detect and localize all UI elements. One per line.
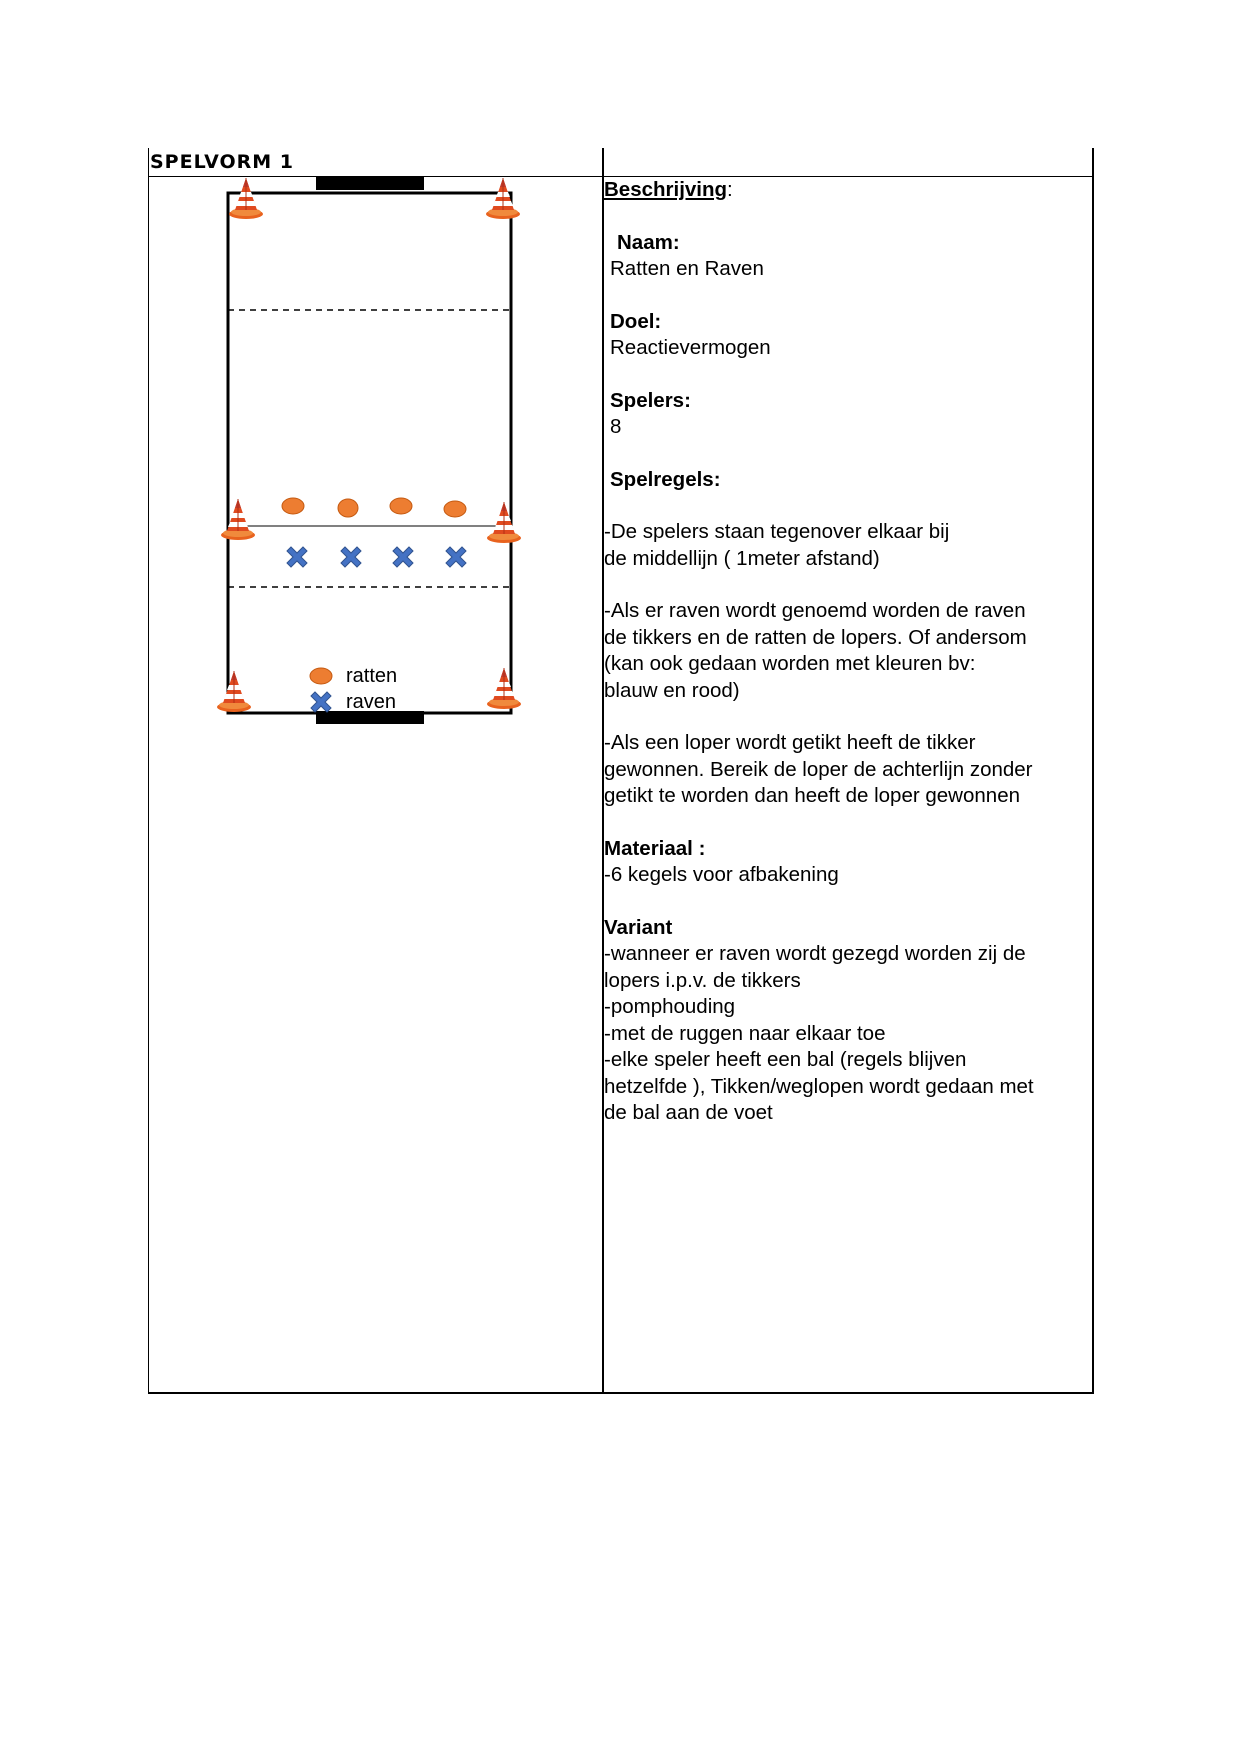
rule-line: blauw en rood) <box>604 678 740 702</box>
raven-marker <box>446 547 466 567</box>
raven-marker <box>287 547 307 567</box>
rule-line: gewonnen. Bereik de loper de achterlijn zonder <box>604 757 1033 781</box>
game-card <box>148 148 1094 1394</box>
variant-line: -pomphouding <box>604 995 736 1018</box>
variant-line: -wanneer er raven wordt gezegd worden zij de <box>604 942 1026 965</box>
variant-line: -elke speler heeft een bal (regels blijven <box>604 1048 967 1071</box>
variant-line: hetzelfde ), Tikken/weglopen wordt gedaan met <box>604 1074 1034 1098</box>
rule-line: de middellijn ( 1meter afstand) <box>604 546 880 570</box>
spelers-value: 8 <box>610 415 622 438</box>
rat-marker <box>390 498 412 514</box>
variant-line: -met de ruggen naar elkaar toe <box>604 1021 886 1045</box>
variant-label: Variant <box>604 915 673 939</box>
rat-markers <box>282 498 466 517</box>
table-border-right <box>1092 148 1094 1394</box>
cones <box>217 178 521 712</box>
legend <box>308 663 508 719</box>
legend-item-raven <box>308 689 396 715</box>
description-heading-text: Beschrijving <box>604 178 728 201</box>
naam-label: Naam: <box>617 230 680 254</box>
field-diagram <box>148 177 602 777</box>
rule-line: -Als er raven wordt genoemd worden de raven <box>604 599 1026 622</box>
legend-label-raven: raven <box>346 691 397 713</box>
naam-value: Ratten en Raven <box>610 257 764 280</box>
rule-line: -De spelers staan tegenover elkaar bij <box>604 520 950 543</box>
materiaal-label: Materiaal : <box>604 836 706 860</box>
cone-icon <box>487 502 521 543</box>
spelregels-label: Spelregels: <box>610 467 721 491</box>
legend-label-rat: ratten <box>346 665 398 687</box>
spelers-label: Spelers: <box>610 388 691 412</box>
table-border-bottom <box>148 1392 1094 1394</box>
materiaal-value: -6 kegels voor afbakening <box>604 863 839 886</box>
top-goal <box>316 177 424 190</box>
rat-marker <box>282 498 304 514</box>
rule-line: (kan ook gedaan worden met kleuren bv: <box>604 652 976 675</box>
doel-label: Doel: <box>610 309 662 333</box>
raven-marker <box>393 547 413 567</box>
rule-line: -Als een loper wordt getikt heeft de tikker <box>604 731 976 754</box>
orange-oval-icon <box>308 666 334 686</box>
legend-item-rat <box>308 663 397 689</box>
variant-line: de bal aan de voet <box>604 1101 773 1124</box>
description-column <box>604 177 1092 1127</box>
description-heading-colon: : <box>727 178 733 201</box>
rat-marker <box>444 501 466 517</box>
cone-icon <box>217 671 251 712</box>
cone-icon <box>221 499 255 540</box>
rule-line: getikt te worden dan heeft de loper gewonnen <box>604 784 1020 807</box>
rat-marker <box>338 499 358 517</box>
variant-line: lopers i.p.v. de tikkers <box>604 968 801 992</box>
description-heading <box>604 177 1092 204</box>
card-title: SPELVORM 1 <box>150 151 294 173</box>
doel-value: Reactievermogen <box>610 336 771 359</box>
cone-icon <box>229 178 263 219</box>
raven-marker <box>341 547 361 567</box>
cone-icon <box>486 178 520 219</box>
raven-markers <box>287 547 466 567</box>
field-outline <box>228 193 511 713</box>
rule-line: de tikkers en de ratten de lopers. Of andersom <box>604 625 1027 649</box>
blue-cross-icon <box>308 691 334 713</box>
